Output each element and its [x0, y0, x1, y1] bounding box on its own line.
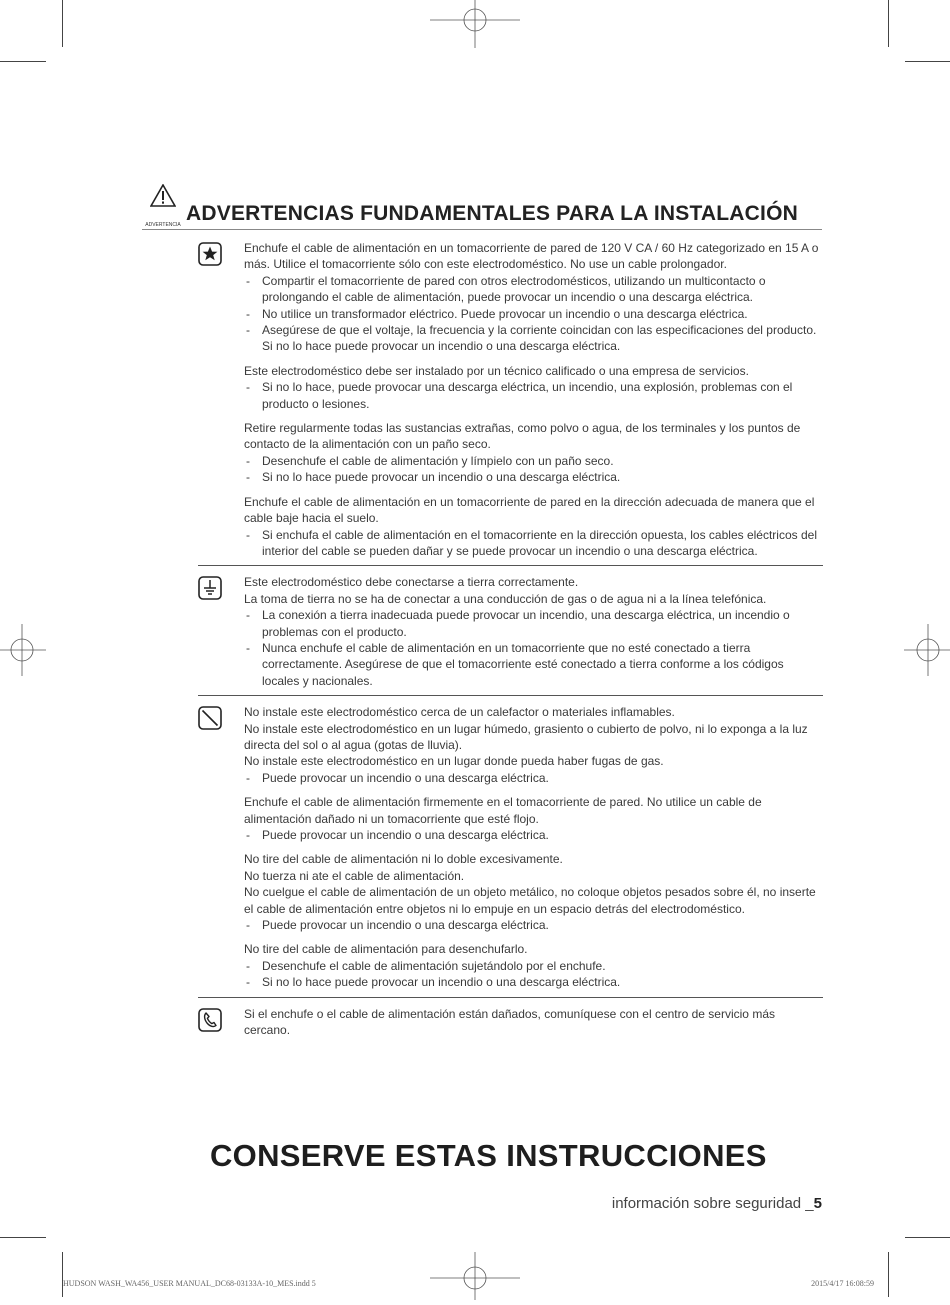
warning-block [244, 574, 823, 689]
warning-text: Este electrodoméstico debe conectarse a tierra correctamente. [244, 575, 579, 590]
consequence-list [244, 379, 823, 412]
consequence-item: - Puede provocar un incendio o una descarga eléctrica. [244, 770, 823, 786]
warning-text: Retire regularmente todas las sustancias extrañas, como polvo o agua, de los terminales y los puntos de contacto de la alimentación con un paño seco. [244, 421, 801, 452]
crop-mark [0, 1237, 46, 1238]
registration-mark-left [0, 624, 46, 676]
crop-mark [0, 61, 46, 62]
print-slug-file: HUDSON WASH_WA456_USER MANUAL_DC68-03133A-10_MES.indd 5 [63, 1279, 316, 1288]
warning-text: No instale este electrodoméstico en un lugar húmedo, grasiento o cubierto de polvo, ni lo exponga a la luz directa del sol o al agua (gotas de lluvia). [244, 721, 808, 752]
consequence-item: - Si no lo hace puede provocar un incendio o una descarga eléctrica. [244, 469, 823, 485]
warning-section [198, 695, 823, 991]
warning-caption: ADVERTENCIA [145, 222, 181, 228]
warning-block [244, 420, 823, 486]
crop-mark [888, 1252, 889, 1297]
ground-box-icon [198, 576, 224, 602]
registration-mark-bottom [430, 1250, 520, 1300]
warning-block [244, 704, 823, 786]
warning-content [198, 240, 823, 1040]
registration-mark-top [430, 0, 520, 50]
consequence-item: - Puede provocar un incendio o una descarga eléctrica. [244, 827, 823, 843]
page-footer [612, 1195, 822, 1212]
crop-mark [62, 1252, 63, 1297]
warning-text: No cuelgue el cable de alimentación de un objeto metálico, no coloque objetos pesados sobre él, no inserte el cable de alimentación entre objetos ni lo empuje en un espacio detrás del electrodoméstico. [244, 885, 816, 916]
consequence-item: - Puede provocar un incendio o una descarga eléctrica. [244, 917, 823, 933]
consequence-item: - Compartir el tomacorriente de pared con otros electrodomésticos, utilizando un multicontacto o prolongando el cable de alimentación, puede provocar un incendio o una descarga eléctrica. [244, 273, 823, 306]
warning-text: No tuerza ni ate el cable de alimentación. [244, 868, 465, 883]
consequence-item: - Si enchufa el cable de alimentación en el tomacorriente en la dirección opuesta, los cables eléctricos del interior del cable se pueden dañar y se puede provocar un incendio o una descarga eléctrica. [244, 527, 823, 560]
crop-mark [62, 0, 63, 47]
phone-box-icon [198, 1008, 224, 1034]
closing-heading: CONSERVE ESTAS INSTRUCCIONES [210, 1138, 767, 1173]
warning-text: No instale este electrodoméstico en un lugar donde pueda haber fugas de gas. [244, 754, 664, 769]
warning-text: No tire del cable de alimentación ni lo doble excesivamente. [244, 852, 563, 867]
warning-text: Enchufe el cable de alimentación firmemente en el tomacorriente de pared. No utilice un cable de alimentación dañado ni un tomacorriente que esté flojo. [244, 795, 762, 826]
crop-mark [905, 1237, 950, 1238]
warning-block [244, 794, 823, 843]
consequence-item: - Nunca enchufe el cable de alimentación en un tomacorriente que no esté conectado a tierra correctamente. Asegúrese de que el tomacorriente esté conectado a tierra conforme a los códigos locales y nacionales. [244, 640, 823, 689]
warning-text: Enchufe el cable de alimentación en un tomacorriente de pared en la dirección adecuada de manera que el cable baje hacia el suelo. [244, 494, 815, 526]
section-header [142, 184, 822, 230]
warning-text: Enchufe el cable de alimentación en un tomacorriente de pared de 120 V CA / 60 Hz categorizado en 15 A o más. Utilice el tomacorriente sólo con este electrodoméstico. No use un cable prolongador. [244, 241, 819, 272]
footer-section-label: información sobre seguridad _ [611, 1195, 814, 1212]
consequence-list [244, 770, 823, 786]
warning-block [244, 240, 823, 355]
consequence-list [244, 453, 823, 486]
warning-text: Si el enchufe o el cable de alimentación están dañados, comuníquese con el centro de servicio más cercano. [244, 1006, 775, 1038]
warning-block [244, 941, 823, 990]
consequence-item: - Asegúrese de que el voltaje, la frecuencia y la corriente coincidan con las especificaciones del producto. Si no lo hace puede provocar un incendio o una descarga eléctrica. [244, 322, 823, 355]
consequence-item: - No utilice un transformador eléctrico. Puede provocar un incendio o una descarga eléctrica. [244, 306, 823, 322]
warning-text: Este electrodoméstico debe ser instalado por un técnico calificado o una empresa de servicios. [244, 363, 749, 378]
warning-text: La toma de tierra no se ha de conectar a una conducción de gas o de agua ni a la línea telefónica. [244, 591, 767, 606]
crop-mark [888, 0, 889, 47]
consequence-list [244, 273, 823, 355]
warning-block [244, 1006, 823, 1039]
consequence-item: - Si no lo hace, puede provocar una descarga eléctrica, un incendio, una explosión, problemas con el producto o lesiones. [244, 379, 823, 412]
registration-mark-right [904, 624, 950, 676]
consequence-list [244, 917, 823, 933]
warning-block [244, 851, 823, 933]
prohibited-box-icon [198, 706, 224, 732]
warning-text: No tire del cable de alimentación para desenchufarlo. [244, 942, 528, 957]
crop-mark [905, 61, 950, 62]
consequence-item: - Desenchufe el cable de alimentación y límpielo con un paño seco. [244, 453, 823, 469]
warning-block [244, 494, 823, 560]
warning-section [198, 997, 823, 1039]
page-title: ADVERTENCIAS FUNDAMENTALES PARA LA INSTALACIÓN [186, 202, 798, 225]
print-slug-date: 2015/4/17 16:08:59 [811, 1279, 874, 1288]
consequence-list [244, 527, 823, 560]
consequence-item: - Desenchufe el cable de alimentación sujetándolo por el enchufe. [244, 958, 823, 974]
consequence-item: - La conexión a tierra inadecuada puede provocar un incendio, una descarga eléctrica, un incendio o problemas con el producto. [244, 607, 823, 640]
warning-section [198, 240, 823, 559]
warning-text: No instale este electrodoméstico cerca de un calefactor o materiales inflamables. [244, 705, 675, 720]
heading-divider [142, 229, 822, 230]
consequence-list [244, 607, 823, 689]
consequence-item: - Si no lo hace puede provocar un incendio o una descarga eléctrica. [244, 974, 823, 990]
warning-block [244, 363, 823, 412]
warning-section [198, 565, 823, 689]
star-box-icon [198, 242, 224, 268]
consequence-list [244, 958, 823, 991]
consequence-list [244, 827, 823, 843]
page-number: 5 [813, 1195, 822, 1212]
